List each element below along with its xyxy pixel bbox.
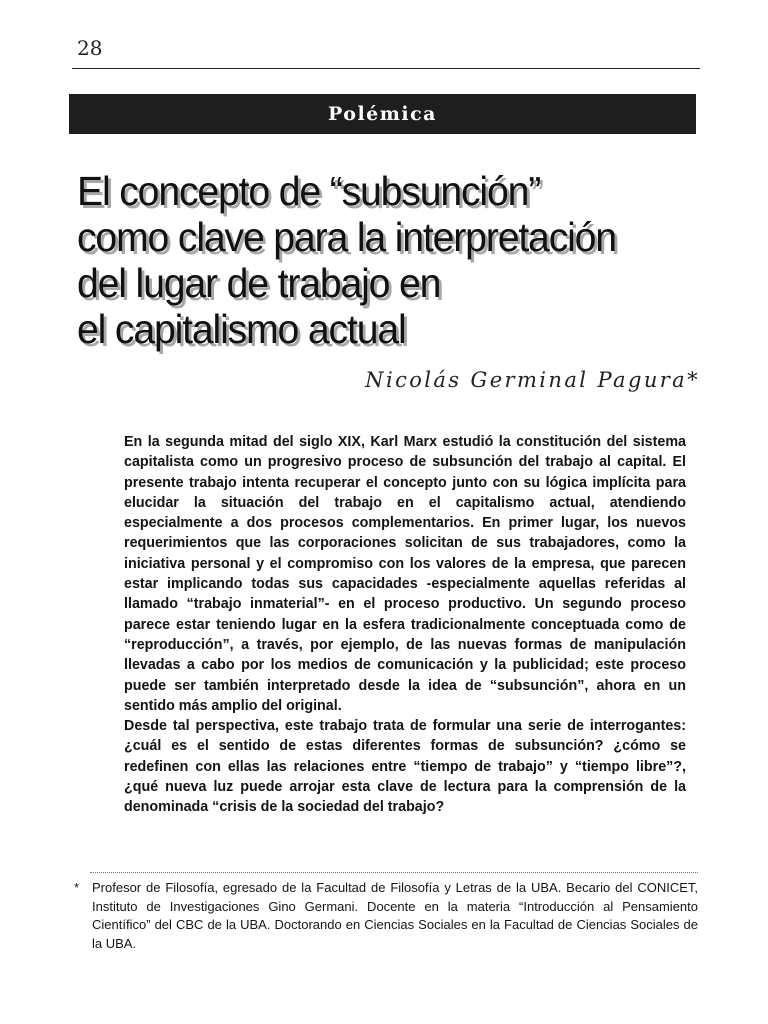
author-name: Nicolás Germinal Pagura* <box>365 368 700 392</box>
footnote <box>74 879 698 953</box>
header-rule <box>72 68 700 69</box>
article-title <box>77 168 688 352</box>
section-band: Polémica <box>69 94 696 134</box>
title-line: el capitalismo actual <box>77 306 406 352</box>
footnote-marker: * <box>74 880 80 895</box>
abstract <box>124 432 686 818</box>
abstract-paragraph: En la segunda mitad del siglo XIX, Karl Marx estudió la constitución del sistema capitalista como un progresivo proceso de subsunción del trabajo al capital. El presente trabajo intenta recuperar el concepto junto con su lógica implícita para elucidar la situación del trabajo en el capitalismo actual, atendiendo especialmente a dos procesos complementarios. En primer lugar, los nuevos requerimientos que las corporaciones solicitan de sus trabajadores, como la iniciativa personal y el compromiso con los valores de la empresa, que parecen estar implicando todas sus capacidades -especialmente aquellas referidas al llamado “trabajo inmaterial”- en el proceso productivo. Un segundo proceso parece estar teniendo lugar en la esfera tradicionalmente conceptuada como de “reproducción”, a través, por ejemplo, de las nuevas formas de manipulación llevadas a cabo por los medios de comunicación y la publicidad; este proceso puede ser también interpretado desde la idea de “subsunción”, ahora en un sentido más amplio del original. <box>124 434 686 714</box>
footnote-rule <box>90 872 698 873</box>
abstract-paragraph: Desde tal perspectiva, este trabajo trata de formular una serie de interrogantes: ¿cuál es el sentido de estas diferentes formas de subsunción? ¿cómo se redefinen con ellas las relaciones entre “tiempo de trabajo” y “tiempo libre”?, ¿qué nueva luz puede arrojar esta clave de lectura para la comprensión de la denominada “crisis de la sociedad del trabajo? <box>124 718 686 816</box>
page-number: 28 <box>77 36 103 60</box>
footnote-text: Profesor de Filosofía, egresado de la Facultad de Filosofía y Letras de la UBA. Becario del CONICET, Instituto de Investigaciones Gino Germani. Docente en la materia “Introducción al Pensamiento Científico” del CBC de la UBA. Doctorando en Ciencias Sociales en la Facultad de Ciencias Sociales de la UBA. <box>92 880 698 951</box>
title-line: El concepto de “subsunción” <box>77 168 541 214</box>
title-line: del lugar de trabajo en <box>77 260 441 306</box>
title-line: como clave para la interpretación <box>77 214 616 260</box>
